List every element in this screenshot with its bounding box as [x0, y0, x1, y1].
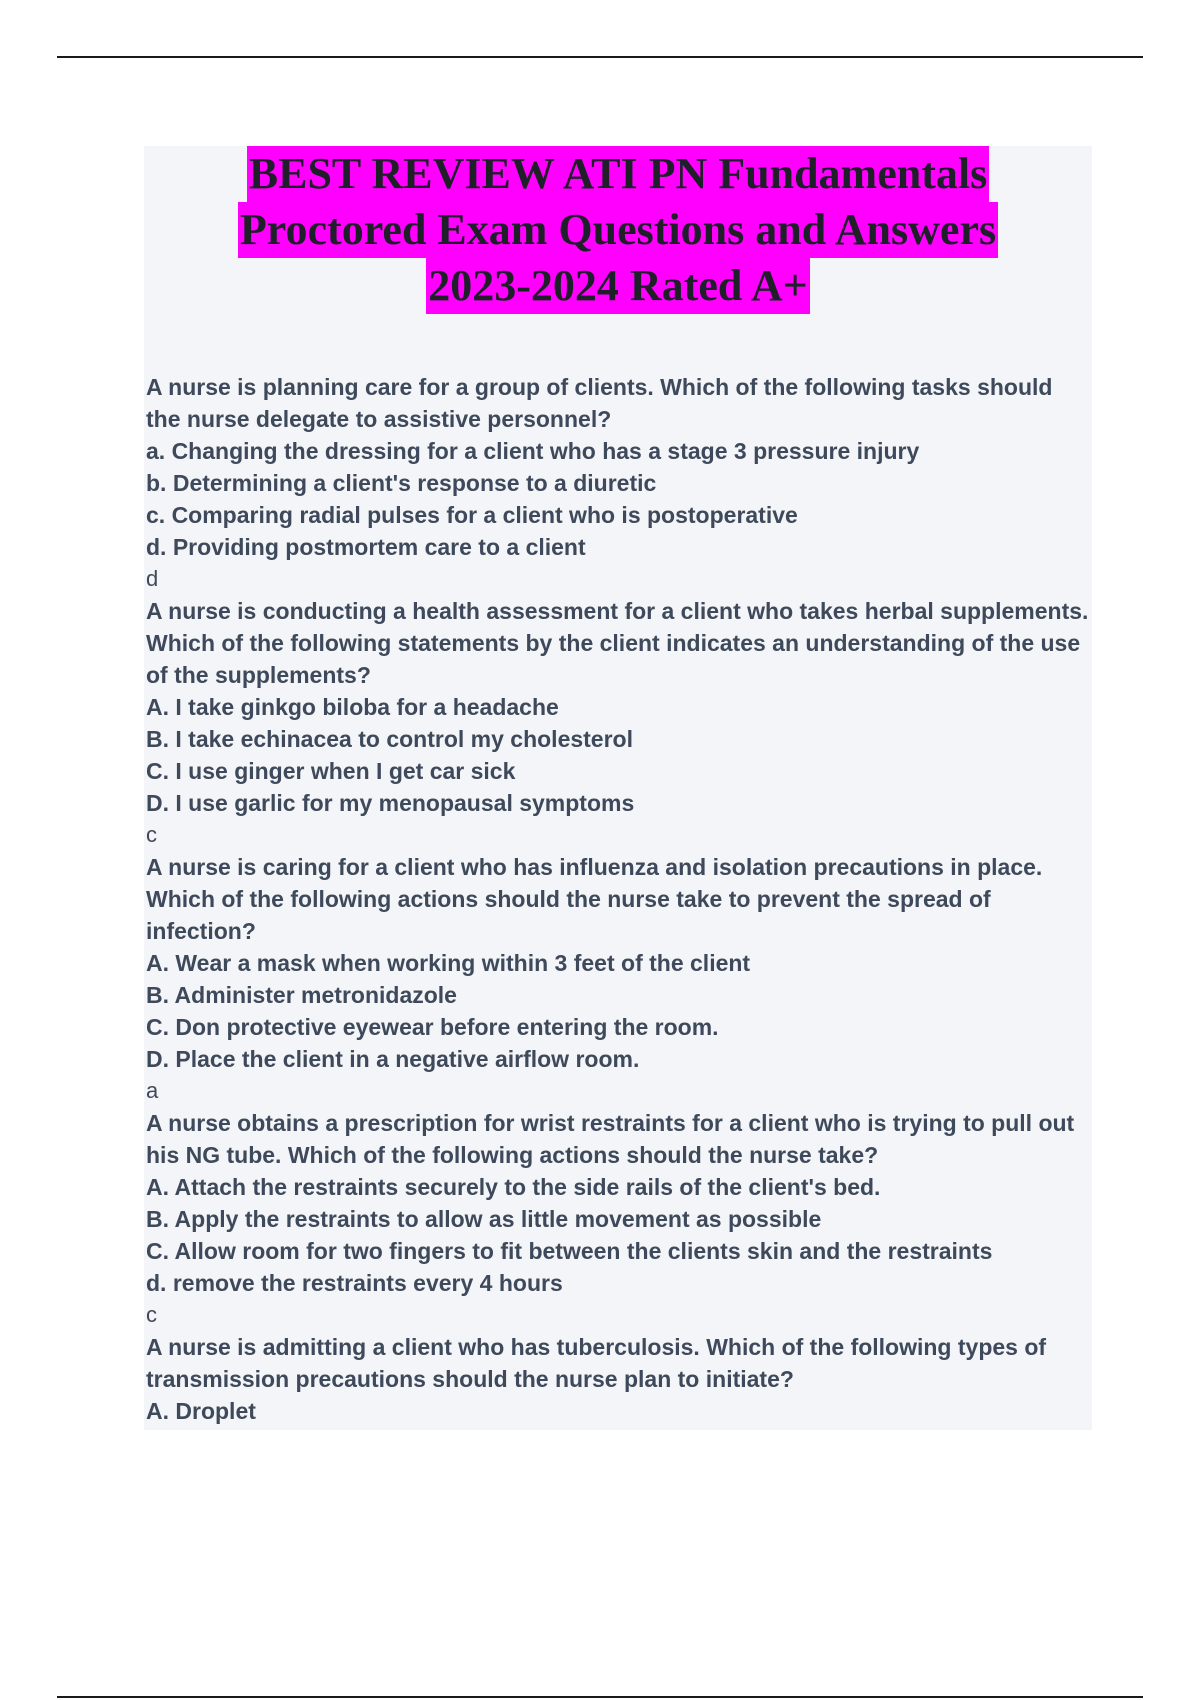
answer-option: d. Providing postmortem care to a client — [146, 534, 586, 560]
answer-option: B. I take echinacea to control my cholesterol — [146, 726, 633, 752]
question-block — [146, 595, 1090, 851]
answer-option: B. Apply the restraints to allow as little movement as possible — [146, 1206, 822, 1232]
question-block — [146, 1331, 1090, 1427]
question-text: A nurse is conducting a health assessment for a client who takes herbal supplements. Which of the following statements by the client indicates an understanding of the use of the supplements? — [146, 598, 1089, 688]
answer-option: A. I take ginkgo biloba for a headache — [146, 694, 559, 720]
question-block — [146, 1107, 1090, 1331]
document-page — [144, 146, 1092, 1430]
title-line-3: 2023-2024 Rated A+ — [426, 258, 810, 314]
question-text: A nurse is planning care for a group of clients. Which of the following tasks should the nurse delegate to assistive personnel? — [146, 374, 1053, 432]
correct-answer: c — [146, 1302, 157, 1327]
question-text: A nurse is caring for a client who has influenza and isolation precautions in place. Which of the following actions should the nurse take to prevent the spread of infection? — [146, 854, 1043, 944]
question-list — [146, 371, 1090, 1427]
answer-option: b. Determining a client's response to a diuretic — [146, 470, 657, 496]
answer-option: c. Comparing radial pulses for a client who is postoperative — [146, 502, 798, 528]
title-line-2: Proctored Exam Questions and Answers — [238, 202, 998, 258]
answer-option: A. Wear a mask when working within 3 feet of the client — [146, 950, 751, 976]
question-text: A nurse obtains a prescription for wrist restraints for a client who is trying to pull out his NG tube. Which of the following actions should the nurse take? — [146, 1110, 1075, 1168]
answer-option: d. remove the restraints every 4 hours — [146, 1270, 563, 1296]
correct-answer: d — [146, 566, 159, 591]
answer-option: D. I use garlic for my menopausal symptoms — [146, 790, 635, 816]
document-title — [144, 146, 1092, 314]
answer-option: C. Don protective eyewear before entering the room. — [146, 1014, 719, 1040]
header-rule — [57, 56, 1143, 58]
question-block — [146, 371, 1090, 595]
answer-option: B. Administer metronidazole — [146, 982, 457, 1008]
answer-option: a. Changing the dressing for a client who has a stage 3 pressure injury — [146, 438, 920, 464]
question-block — [146, 851, 1090, 1107]
answer-option: C. Allow room for two fingers to fit between the clients skin and the restraints — [146, 1238, 993, 1264]
answer-option: D. Place the client in a negative airflow room. — [146, 1046, 640, 1072]
title-line-1: BEST REVIEW ATI PN Fundamentals — [247, 146, 989, 202]
answer-option: A. Attach the restraints securely to the side rails of the client's bed. — [146, 1174, 881, 1200]
answer-option: C. I use ginger when I get car sick — [146, 758, 516, 784]
correct-answer: c — [146, 822, 157, 847]
answer-option: A. Droplet — [146, 1398, 256, 1424]
question-text: A nurse is admitting a client who has tuberculosis. Which of the following types of transmission precautions should the nurse plan to initiate? — [146, 1334, 1047, 1392]
correct-answer: a — [146, 1078, 159, 1103]
footer-rule — [57, 1696, 1143, 1698]
